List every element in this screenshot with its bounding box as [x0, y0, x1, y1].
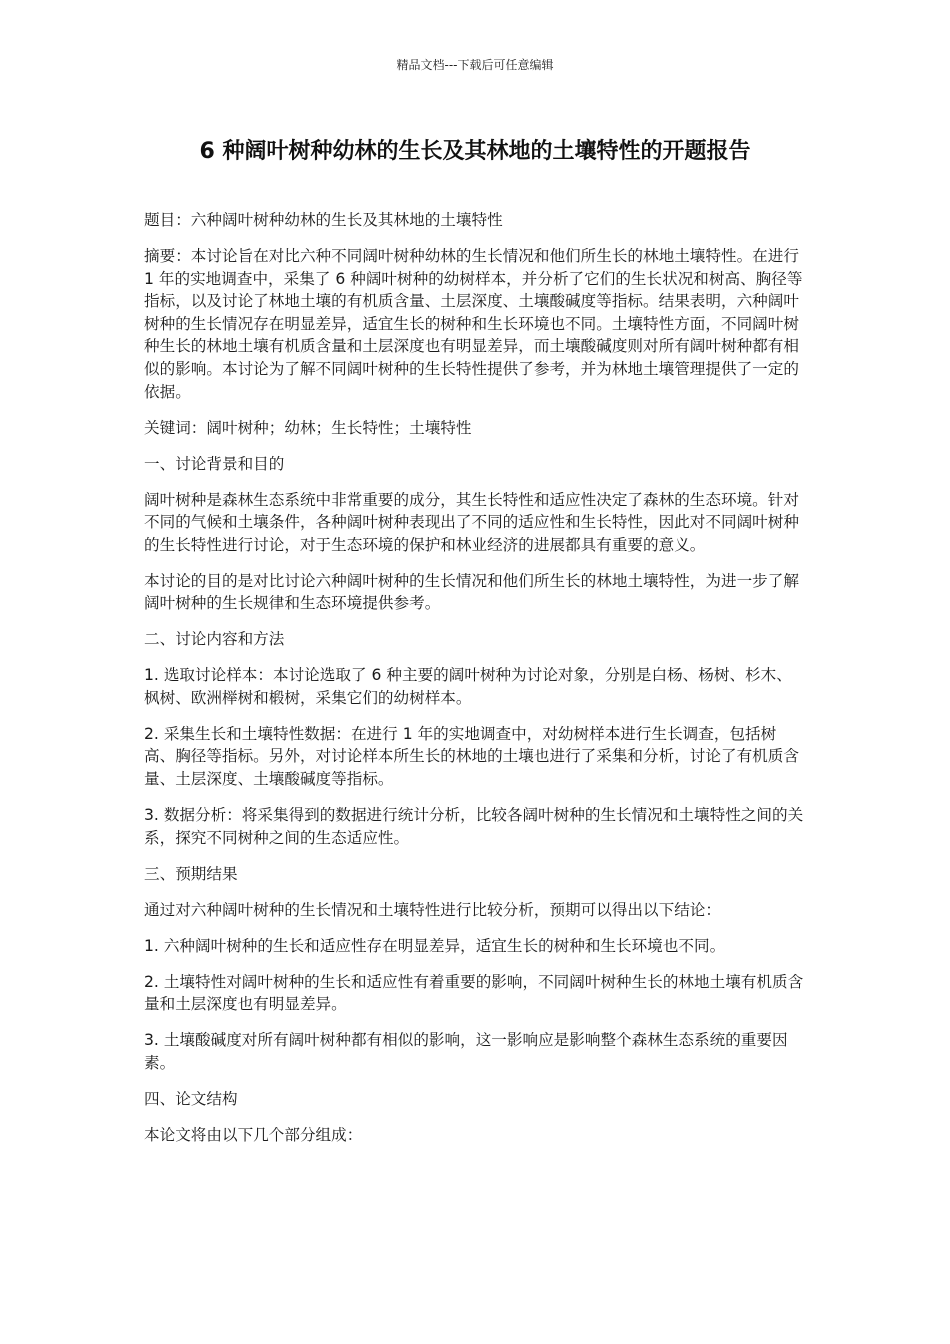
document-title: 6 种阔叶树种幼林的生长及其林地的土壤特性的开题报告 — [199, 139, 751, 164]
method-item-1: 1. 选取讨论样本：本讨论选取了 6 种主要的阔叶树种为讨论对象，分别是白杨、杨树、杉木、枫树、欧洲榉树和椴树，采集它们的幼树样本。 — [144, 666, 792, 707]
result-item-3: 3. 土壤酸碱度对所有阔叶树种都有相似的影响，这一影响应是影响整个森林生态系统的重要因素。 — [144, 1031, 788, 1072]
method-item-2: 2. 采集生长和土壤特性数据：在进行 1 年的实地调查中，对幼树样本进行生长调查，包括树高、胸径等指标。另外，对讨论样本所生长的林地的土壤也进行了采集和分析，讨论了有机质含量、土层深度、土壤酸碱度等指标。 — [144, 724, 799, 788]
result-item-2: 2. 土壤特性对阔叶树种的生长和适应性有着重要的影响，不同阔叶树种生长的林地土壤有机质含量和土层深度也有明显差异。 — [144, 972, 804, 1014]
page-header: 精品文档---下载后可任意编辑 — [396, 58, 554, 72]
purpose-paragraph: 本讨论的目的是对比讨论六种阔叶树种的生长情况和他们所生长的林地土壤特性，为进一步了解阔叶树种的生长规律和生态环境提供参考。 — [144, 571, 799, 613]
background-paragraph: 阔叶树种是森林生态系统中非常重要的成分，其生长特性和适应性决定了森林的生态环境。针对不同的气候和土壤条件，各种阔叶树种表现出了不同的适应性和生长特性，因此对不同阔叶树种的生长特性进行讨论，对于生态环境的保护和林业经济的进展都具有重要的意义。 — [144, 490, 799, 554]
method-item-3: 3. 数据分析：将采集得到的数据进行统计分析，比较各阔叶树种的生长情况和土壤特性之间的关系，探究不同树种之间的生态适应性。 — [144, 805, 804, 847]
topic-line: 题目：六种阔叶树种幼林的生长及其林地的土壤特性 — [144, 211, 503, 229]
result-item-1: 1. 六种阔叶树种的生长和适应性存在明显差异，适宜生长的树种和生长环境也不同。 — [144, 936, 726, 955]
section-heading-4: 四、论文结构 — [144, 1089, 238, 1108]
section-heading-3: 三、预期结果 — [144, 864, 238, 883]
section-heading-2: 二、讨论内容和方法 — [144, 630, 285, 649]
results-intro: 通过对六种阔叶树种的生长情况和土壤特性进行比较分析，预期可以得出以下结论： — [144, 900, 721, 919]
keywords-line: 关键词：阔叶树种；幼林；生长特性；土壤特性 — [144, 418, 472, 437]
document-body — [144, 209, 806, 1160]
section-heading-1: 一、讨论背景和目的 — [144, 454, 285, 473]
structure-intro: 本论文将由以下几个部分组成： — [144, 1125, 363, 1144]
abstract-paragraph: 摘要：本讨论旨在对比六种不同阔叶树种幼林的生长情况和他们所生长的林地土壤特性。在进行 1 年的实地调查中，采集了 6 种阔叶树种的幼树样本，并分析了它们的生长状况和树高、胸径等指标，以及讨论了林地土壤的有机质含量、土层深度、土壤酸碱度等指标。结果表明，六种阔叶树种的生长情况存在明显差异，适宜生长的树种和生长环境也不同。土壤特性方面，不同阔叶树种生长的林地土壤有机质含量和土层深度也有明显差异，而土壤酸碱度则对所有阔叶树种都有相似的影响。本讨论为了解不同阔叶树种的生长特性提供了参考，并为林地土壤管理提供了一定的依据。 — [144, 246, 803, 401]
